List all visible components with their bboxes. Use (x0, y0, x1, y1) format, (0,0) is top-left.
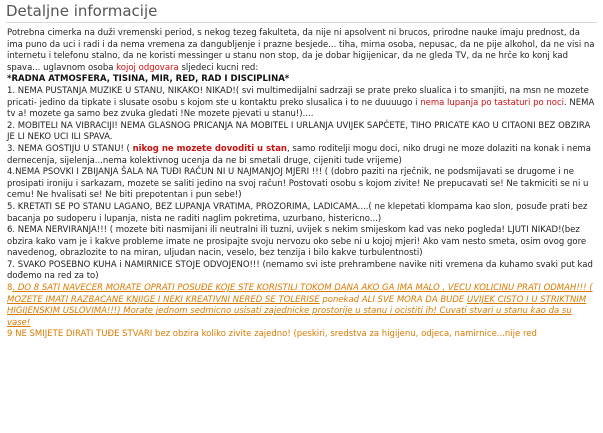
rule-3-highlight: nikog ne mozete dovoditi u stan (132, 143, 287, 154)
rule-8-number: 8 (7, 283, 13, 294)
rule-5: 5. KRETATI SE PO STANU LAGANO, BEZ LUPANJA VRATIMA, PROZORIMA, LADICAMA....( ne klepetati klompama kao slon, posuđe prati bez bacanja po sudoperu i lupanja, nista ne raditi naglim pokretima, uzurbano, histericno...) (7, 201, 588, 224)
rule-3-text: 3. NEMA GOSTIJU U STANU! ( (7, 143, 133, 154)
intro-paragraph (7, 28, 597, 74)
intro-text-end: sljedeci kucni red: (178, 62, 259, 73)
ad-description (7, 28, 597, 341)
rule-3 (7, 144, 597, 167)
rule-9-text-end: bez obzira koliko zivite zajedno! (peskiri, sredstva za higijenu, odjeca, namirnice...nije red (152, 329, 537, 340)
rule-1-text: 1. NEMA PUSTANJA MUZIKE U STANU, NIKAKO! NIKAD!( svi multimedijalni sadrzaji se prate preko slualica i to smanjiti, na msn ne mozete pricati- jedino da tipkate i slusate osobu s kojom ste u kontaktu preko slusalica i to ne duuuugo i (7, 85, 589, 108)
rule-8-text-end: UVIJEK CISTO I U STRIKTNIM HIGIJENSKIM USLOVIMA!!!) Morate jednom sedmicno usisati zajednicke prostorije u stanu i ocistiti ih! Cuvati stvari u stanu kao da su vase! (7, 294, 587, 328)
title-divider (6, 22, 597, 23)
section-title: Detaljne informacije (6, 2, 158, 20)
intro-highlight: kojoj odgovara (116, 62, 179, 73)
rule-8 (7, 283, 597, 329)
rule-4: 4.NEMA PSOVKI I ZBIJANJA ŠALA NA TUĐI RAČUN NI U NAJMANJOJ MJERI !!! ( (dobro paziti na rječnik, ne podsmijavati se drugome i ne prosipati ironiju i sarkazam, mozete se saliti jedino na svoj račun! Postovati osobu s kojom zivite! Ne prepucavati se! Ne takmiciti se ni u cemu! Ne hvalisati se! Ne biti prepotentan i pun sebe!) (7, 167, 589, 201)
rule-1 (7, 86, 597, 121)
rule-3-text-end: , samo roditelji mogu doci, niko drugi ne moze dolaziti na konak i nema dernecenja, sijelenja...nema kolektivnog ucenja da ne bi smetali druge, cijeniti tude vrijeme) (7, 143, 591, 166)
rule-6: 6. NEMA NERVIRANJA!!! ( mozete biti nasmijani ili neutralni ili tuzni, uvijek s nekim smijeskom kad vas neko pogleda! LJUTI NIKAD!(bez obzira kako vam je i kakve probleme imate ne prosipajte svoju nervozu oko sebe ni u kojoj mjeri! Ako vam nesto smeta, osim ovog gore navedenog, obrazlozite to na miran, uljudan nacin, veselo, bez tenzija i bilo kakve turbulentnosti) (7, 225, 587, 259)
rule-9 (7, 329, 597, 341)
rule-8-text: . DO 8 SATI NAVECER MORATE OPRATI POSUĐE KOJE STE KORISTILI TOKOM DANA AKO GA IMA MALO , VECU KOLICINU PRATI ODMAH!!! ( MOZETE IMATI RAZBACANE KNJIGE I NEKI KREATIVNI NERED SE TOLERISE (7, 283, 593, 305)
house-rules-motto: *RADNA ATMOSFERA, TISINA, MIR, RED, RAD I DISCIPLINA* (7, 74, 290, 85)
rule-9-text: 9 NE SMIJETE DIRATI TUĐE STVARI (7, 329, 153, 340)
rule-1-highlight: nema lupanja po tastaturi po noci (420, 97, 565, 108)
rule-1-text-end: . NEMA tv a! mozete ga samo bez zvuka gledati !Ne mozete pjevati u stanu!).... (7, 97, 595, 120)
rule-8-text-mid: ponekad ALI SVE MORA DA BUDE (319, 294, 468, 305)
intro-text: Potrebna cimerka na duži vremenski period, s nekog tezeg fakulteta, da nije ni apsolvent ni brucos, prirodne nauke imaju prednost, da ima puno da uci i radi i da nema vremena za dangubljenje i prazne besjede... tiha, mirna osoba, nepusac, da ne pije alkohol, da ne visi na internetu i telefonu stalno, da ne koristi messinger u stanu non stop, da je dobar higijenicar, da ne gleda TV, da ne hrče ko konj kad spava... uglavnom osoba (7, 28, 595, 73)
rule-7: 7. SVAKO POSEBNO KUHA i NAMIRNICE STOJE ODVOJENO!!! (nemamo svi iste prehrambene navike niti vremena da kuhamo svaki put kad dođemo na red za to) (7, 259, 593, 282)
rule-2: 2. MOBITELI NA VIBRACIJI! NEMA GLASNOG PRICANJA NA MOBITEL I URLANJA UVIJEK SAPĆETE, TIHO PRICATE KAO U CITAONI BEZ OBZIRA JE LI NEKO UCI ILI SPAVA. (7, 120, 591, 143)
